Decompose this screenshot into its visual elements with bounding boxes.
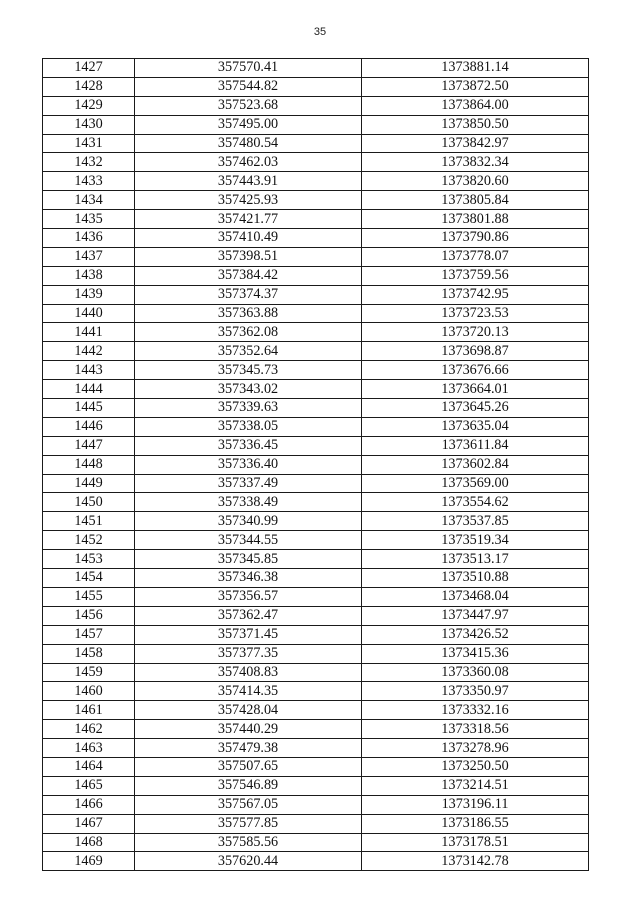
x-coordinate-cell: 357352.64	[135, 342, 362, 361]
x-coordinate-cell: 357374.37	[135, 285, 362, 304]
x-coordinate-cell: 357507.65	[135, 757, 362, 776]
y-coordinate-cell: 1373554.62	[362, 493, 589, 512]
table-row	[43, 380, 589, 399]
table-row	[43, 399, 589, 418]
point-number-cell: 1438	[43, 266, 135, 285]
y-coordinate-cell: 1373742.95	[362, 285, 589, 304]
y-coordinate-cell: 1373645.26	[362, 399, 589, 418]
y-coordinate-cell: 1373142.78	[362, 852, 589, 871]
point-number-cell: 1448	[43, 455, 135, 474]
table-row	[43, 663, 589, 682]
table-row	[43, 361, 589, 380]
point-number-cell: 1457	[43, 625, 135, 644]
table-row	[43, 701, 589, 720]
y-coordinate-cell: 1373881.14	[362, 59, 589, 78]
table-row	[43, 323, 589, 342]
table-row	[43, 720, 589, 739]
y-coordinate-cell: 1373350.97	[362, 682, 589, 701]
y-coordinate-cell: 1373778.07	[362, 247, 589, 266]
x-coordinate-cell: 357377.35	[135, 644, 362, 663]
point-number-cell: 1429	[43, 96, 135, 115]
point-number-cell: 1468	[43, 833, 135, 852]
x-coordinate-cell: 357479.38	[135, 739, 362, 758]
y-coordinate-cell: 1373513.17	[362, 550, 589, 569]
x-coordinate-cell: 357414.35	[135, 682, 362, 701]
y-coordinate-cell: 1373537.85	[362, 512, 589, 531]
table-row	[43, 795, 589, 814]
x-coordinate-cell: 357570.41	[135, 59, 362, 78]
y-coordinate-cell: 1373178.51	[362, 833, 589, 852]
point-number-cell: 1428	[43, 77, 135, 96]
point-number-cell: 1437	[43, 247, 135, 266]
table-row	[43, 77, 589, 96]
point-number-cell: 1449	[43, 474, 135, 493]
y-coordinate-cell: 1373278.96	[362, 739, 589, 758]
y-coordinate-cell: 1373447.97	[362, 606, 589, 625]
y-coordinate-cell: 1373820.60	[362, 172, 589, 191]
x-coordinate-cell: 357421.77	[135, 210, 362, 229]
x-coordinate-cell: 357371.45	[135, 625, 362, 644]
y-coordinate-cell: 1373801.88	[362, 210, 589, 229]
x-coordinate-cell: 357495.00	[135, 115, 362, 134]
point-number-cell: 1439	[43, 285, 135, 304]
table-row	[43, 814, 589, 833]
table-row	[43, 304, 589, 323]
y-coordinate-cell: 1373720.13	[362, 323, 589, 342]
y-coordinate-cell: 1373676.66	[362, 361, 589, 380]
x-coordinate-cell: 357338.05	[135, 417, 362, 436]
y-coordinate-cell: 1373698.87	[362, 342, 589, 361]
table-row	[43, 625, 589, 644]
x-coordinate-cell: 357567.05	[135, 795, 362, 814]
coordinates-table-body	[43, 59, 589, 871]
x-coordinate-cell: 357480.54	[135, 134, 362, 153]
x-coordinate-cell: 357339.63	[135, 399, 362, 418]
point-number-cell: 1446	[43, 417, 135, 436]
x-coordinate-cell: 357398.51	[135, 247, 362, 266]
y-coordinate-cell: 1373196.11	[362, 795, 589, 814]
point-number-cell: 1453	[43, 550, 135, 569]
x-coordinate-cell: 357585.56	[135, 833, 362, 852]
table-row	[43, 134, 589, 153]
table-row	[43, 587, 589, 606]
point-number-cell: 1458	[43, 644, 135, 663]
y-coordinate-cell: 1373426.52	[362, 625, 589, 644]
x-coordinate-cell: 357440.29	[135, 720, 362, 739]
point-number-cell: 1441	[43, 323, 135, 342]
x-coordinate-cell: 357338.49	[135, 493, 362, 512]
x-coordinate-cell: 357384.42	[135, 266, 362, 285]
x-coordinate-cell: 357544.82	[135, 77, 362, 96]
x-coordinate-cell: 357443.91	[135, 172, 362, 191]
x-coordinate-cell: 357363.88	[135, 304, 362, 323]
y-coordinate-cell: 1373842.97	[362, 134, 589, 153]
table-row	[43, 474, 589, 493]
x-coordinate-cell: 357343.02	[135, 380, 362, 399]
point-number-cell: 1454	[43, 569, 135, 588]
y-coordinate-cell: 1373468.04	[362, 587, 589, 606]
point-number-cell: 1443	[43, 361, 135, 380]
y-coordinate-cell: 1373602.84	[362, 455, 589, 474]
page-number: 35	[313, 26, 327, 38]
x-coordinate-cell: 357620.44	[135, 852, 362, 871]
table-row	[43, 852, 589, 871]
table-row	[43, 417, 589, 436]
x-coordinate-cell: 357336.40	[135, 455, 362, 474]
table-row	[43, 59, 589, 78]
x-coordinate-cell: 357408.83	[135, 663, 362, 682]
y-coordinate-cell: 1373318.56	[362, 720, 589, 739]
y-coordinate-cell: 1373214.51	[362, 776, 589, 795]
table-row	[43, 833, 589, 852]
y-coordinate-cell: 1373332.16	[362, 701, 589, 720]
table-row	[43, 285, 589, 304]
y-coordinate-cell: 1373415.36	[362, 644, 589, 663]
x-coordinate-cell: 357410.49	[135, 229, 362, 248]
table-row	[43, 247, 589, 266]
table-row	[43, 153, 589, 172]
y-coordinate-cell: 1373510.88	[362, 569, 589, 588]
point-number-cell: 1436	[43, 229, 135, 248]
point-number-cell: 1459	[43, 663, 135, 682]
y-coordinate-cell: 1373864.00	[362, 96, 589, 115]
table-row	[43, 644, 589, 663]
y-coordinate-cell: 1373850.50	[362, 115, 589, 134]
point-number-cell: 1456	[43, 606, 135, 625]
point-number-cell: 1433	[43, 172, 135, 191]
point-number-cell: 1440	[43, 304, 135, 323]
table-row	[43, 115, 589, 134]
table-row	[43, 493, 589, 512]
y-coordinate-cell: 1373664.01	[362, 380, 589, 399]
point-number-cell: 1469	[43, 852, 135, 871]
point-number-cell: 1434	[43, 191, 135, 210]
point-number-cell: 1442	[43, 342, 135, 361]
y-coordinate-cell: 1373790.86	[362, 229, 589, 248]
point-number-cell: 1460	[43, 682, 135, 701]
x-coordinate-cell: 357577.85	[135, 814, 362, 833]
point-number-cell: 1467	[43, 814, 135, 833]
table-row	[43, 757, 589, 776]
x-coordinate-cell: 357346.38	[135, 569, 362, 588]
y-coordinate-cell: 1373360.08	[362, 663, 589, 682]
coordinates-table	[42, 58, 589, 871]
y-coordinate-cell: 1373759.56	[362, 266, 589, 285]
y-coordinate-cell: 1373569.00	[362, 474, 589, 493]
table-row	[43, 512, 589, 531]
y-coordinate-cell: 1373611.84	[362, 436, 589, 455]
point-number-cell: 1430	[43, 115, 135, 134]
point-number-cell: 1435	[43, 210, 135, 229]
point-number-cell: 1461	[43, 701, 135, 720]
table-row	[43, 191, 589, 210]
x-coordinate-cell: 357356.57	[135, 587, 362, 606]
x-coordinate-cell: 357523.68	[135, 96, 362, 115]
y-coordinate-cell: 1373519.34	[362, 531, 589, 550]
y-coordinate-cell: 1373635.04	[362, 417, 589, 436]
point-number-cell: 1444	[43, 380, 135, 399]
x-coordinate-cell: 357425.93	[135, 191, 362, 210]
point-number-cell: 1465	[43, 776, 135, 795]
x-coordinate-cell: 357362.47	[135, 606, 362, 625]
x-coordinate-cell: 357337.49	[135, 474, 362, 493]
table-row	[43, 229, 589, 248]
table-row	[43, 569, 589, 588]
table-row	[43, 172, 589, 191]
point-number-cell: 1432	[43, 153, 135, 172]
table-row	[43, 531, 589, 550]
x-coordinate-cell: 357336.45	[135, 436, 362, 455]
x-coordinate-cell: 357345.85	[135, 550, 362, 569]
y-coordinate-cell: 1373872.50	[362, 77, 589, 96]
point-number-cell: 1455	[43, 587, 135, 606]
x-coordinate-cell: 357340.99	[135, 512, 362, 531]
table-row	[43, 96, 589, 115]
y-coordinate-cell: 1373250.50	[362, 757, 589, 776]
table-row	[43, 550, 589, 569]
x-coordinate-cell: 357546.89	[135, 776, 362, 795]
x-coordinate-cell: 357362.08	[135, 323, 362, 342]
y-coordinate-cell: 1373723.53	[362, 304, 589, 323]
point-number-cell: 1447	[43, 436, 135, 455]
point-number-cell: 1445	[43, 399, 135, 418]
point-number-cell: 1462	[43, 720, 135, 739]
y-coordinate-cell: 1373832.34	[362, 153, 589, 172]
point-number-cell: 1463	[43, 739, 135, 758]
point-number-cell: 1431	[43, 134, 135, 153]
table-row	[43, 210, 589, 229]
table-row	[43, 455, 589, 474]
point-number-cell: 1466	[43, 795, 135, 814]
point-number-cell: 1450	[43, 493, 135, 512]
table-row	[43, 739, 589, 758]
table-row	[43, 606, 589, 625]
x-coordinate-cell: 357345.73	[135, 361, 362, 380]
y-coordinate-cell: 1373186.55	[362, 814, 589, 833]
y-coordinate-cell: 1373805.84	[362, 191, 589, 210]
table-row	[43, 776, 589, 795]
point-number-cell: 1452	[43, 531, 135, 550]
point-number-cell: 1464	[43, 757, 135, 776]
x-coordinate-cell: 357428.04	[135, 701, 362, 720]
point-number-cell: 1427	[43, 59, 135, 78]
table-row	[43, 342, 589, 361]
table-row	[43, 682, 589, 701]
x-coordinate-cell: 357344.55	[135, 531, 362, 550]
x-coordinate-cell: 357462.03	[135, 153, 362, 172]
point-number-cell: 1451	[43, 512, 135, 531]
table-row	[43, 266, 589, 285]
table-row	[43, 436, 589, 455]
